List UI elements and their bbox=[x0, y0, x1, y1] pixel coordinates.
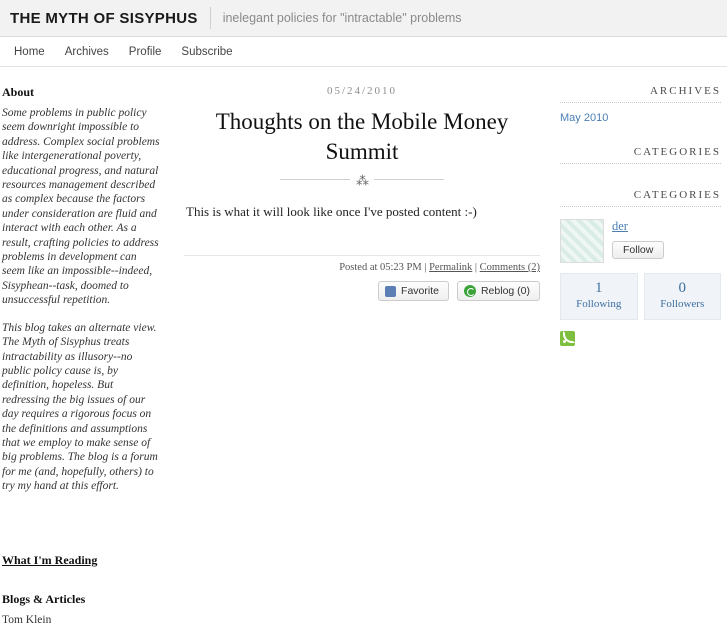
site-tagline: inelegant policies for "intractable" problems bbox=[222, 11, 462, 25]
archive-link-may-2010[interactable]: May 2010 bbox=[560, 112, 609, 124]
profile-stats bbox=[560, 273, 721, 320]
sidebar-left bbox=[0, 85, 172, 628]
profile-meta bbox=[612, 219, 721, 263]
post-body: This is what it will look like once I've posted content :-) bbox=[186, 204, 477, 219]
share-button-row bbox=[184, 281, 540, 301]
archives-heading: ARCHIVES bbox=[560, 85, 721, 103]
blogs-articles-heading: Blogs & Articles bbox=[2, 591, 86, 606]
about-paragraph-2: This blog takes an alternate view. The Myth of Sisyphus treats intractability as illusory--no public policy cause is, by definition, hopeless. But redressing the big issues of our day requires a rigorous focus on the definitions and assumptions that we employ to make sense of big problems. The blog is a forum for me (and, hopefully, others) to try my hand at this effort. bbox=[2, 321, 158, 493]
avatar[interactable] bbox=[560, 219, 604, 263]
permalink-link[interactable]: Permalink bbox=[429, 262, 473, 273]
post-footer bbox=[184, 255, 540, 301]
favorite-label: Favorite bbox=[401, 285, 439, 297]
profile-card bbox=[560, 219, 721, 263]
page-title: THE MYTH OF SISYPHUS bbox=[10, 9, 198, 27]
sidebar-right bbox=[552, 85, 727, 628]
followers-count: 0 bbox=[678, 280, 686, 296]
favorite-button[interactable] bbox=[378, 281, 449, 301]
header-divider bbox=[210, 7, 211, 29]
nav-item-profile[interactable]: Profile bbox=[128, 45, 162, 58]
comments-link[interactable]: Comments (2) bbox=[479, 262, 540, 273]
stat-following[interactable] bbox=[560, 273, 638, 320]
follow-button[interactable]: Follow bbox=[612, 241, 664, 259]
blog-link-list bbox=[2, 613, 160, 628]
nav-item-archives[interactable]: Archives bbox=[64, 45, 109, 58]
primary-navigation bbox=[0, 37, 727, 67]
following-label: Following bbox=[576, 298, 622, 310]
stat-followers[interactable] bbox=[644, 273, 722, 320]
sidebar-spacer-2 bbox=[2, 574, 160, 592]
post-footer-prefix: Posted at 05:23 PM | bbox=[339, 262, 427, 273]
following-count: 1 bbox=[595, 280, 603, 296]
reblog-icon bbox=[464, 285, 476, 297]
categories-spacer bbox=[560, 173, 721, 189]
footer-separator: | bbox=[474, 262, 477, 273]
categories-heading-2: CATEGORIES bbox=[560, 189, 721, 207]
ornament-glyph: ⁂ bbox=[356, 173, 368, 188]
ornament-divider bbox=[184, 173, 540, 189]
rule-right bbox=[374, 179, 444, 180]
nav-item-home[interactable]: Home bbox=[14, 45, 45, 58]
favorite-icon bbox=[385, 286, 396, 297]
post-date: 05/24/2010 bbox=[326, 85, 398, 97]
rule-left bbox=[280, 179, 350, 180]
main-content bbox=[172, 85, 552, 628]
site-header bbox=[0, 0, 727, 37]
sidebar-spacer bbox=[2, 507, 160, 553]
profile-name-link[interactable]: der bbox=[612, 219, 628, 233]
post-title: Thoughts on the Mobile Money Summit bbox=[215, 109, 509, 164]
list-item[interactable]: Tom Klein bbox=[2, 613, 52, 626]
page-layout bbox=[0, 67, 727, 628]
rss-feed-icon[interactable] bbox=[560, 331, 575, 346]
categories-heading: CATEGORIES bbox=[560, 146, 721, 164]
reblog-label: Reblog (0) bbox=[480, 285, 530, 297]
about-paragraph-1: Some problems in public policy seem downright impossible to address. Complex social problems like intergenerational poverty, educational progress, and natural resources management described as complex because the factors under consideration are fluid and interact with each other. As a result, crafting policies to address problems in development can seem like an impossible--indeed, Sisyphean--task, doomed to unsuccessful repetition. bbox=[2, 107, 160, 307]
reading-heading[interactable]: What I'm Reading bbox=[2, 552, 98, 567]
about-heading: About bbox=[2, 85, 35, 99]
nav-item-subscribe[interactable]: Subscribe bbox=[181, 45, 233, 58]
followers-label: Followers bbox=[660, 298, 705, 310]
reblog-button[interactable] bbox=[457, 281, 540, 301]
